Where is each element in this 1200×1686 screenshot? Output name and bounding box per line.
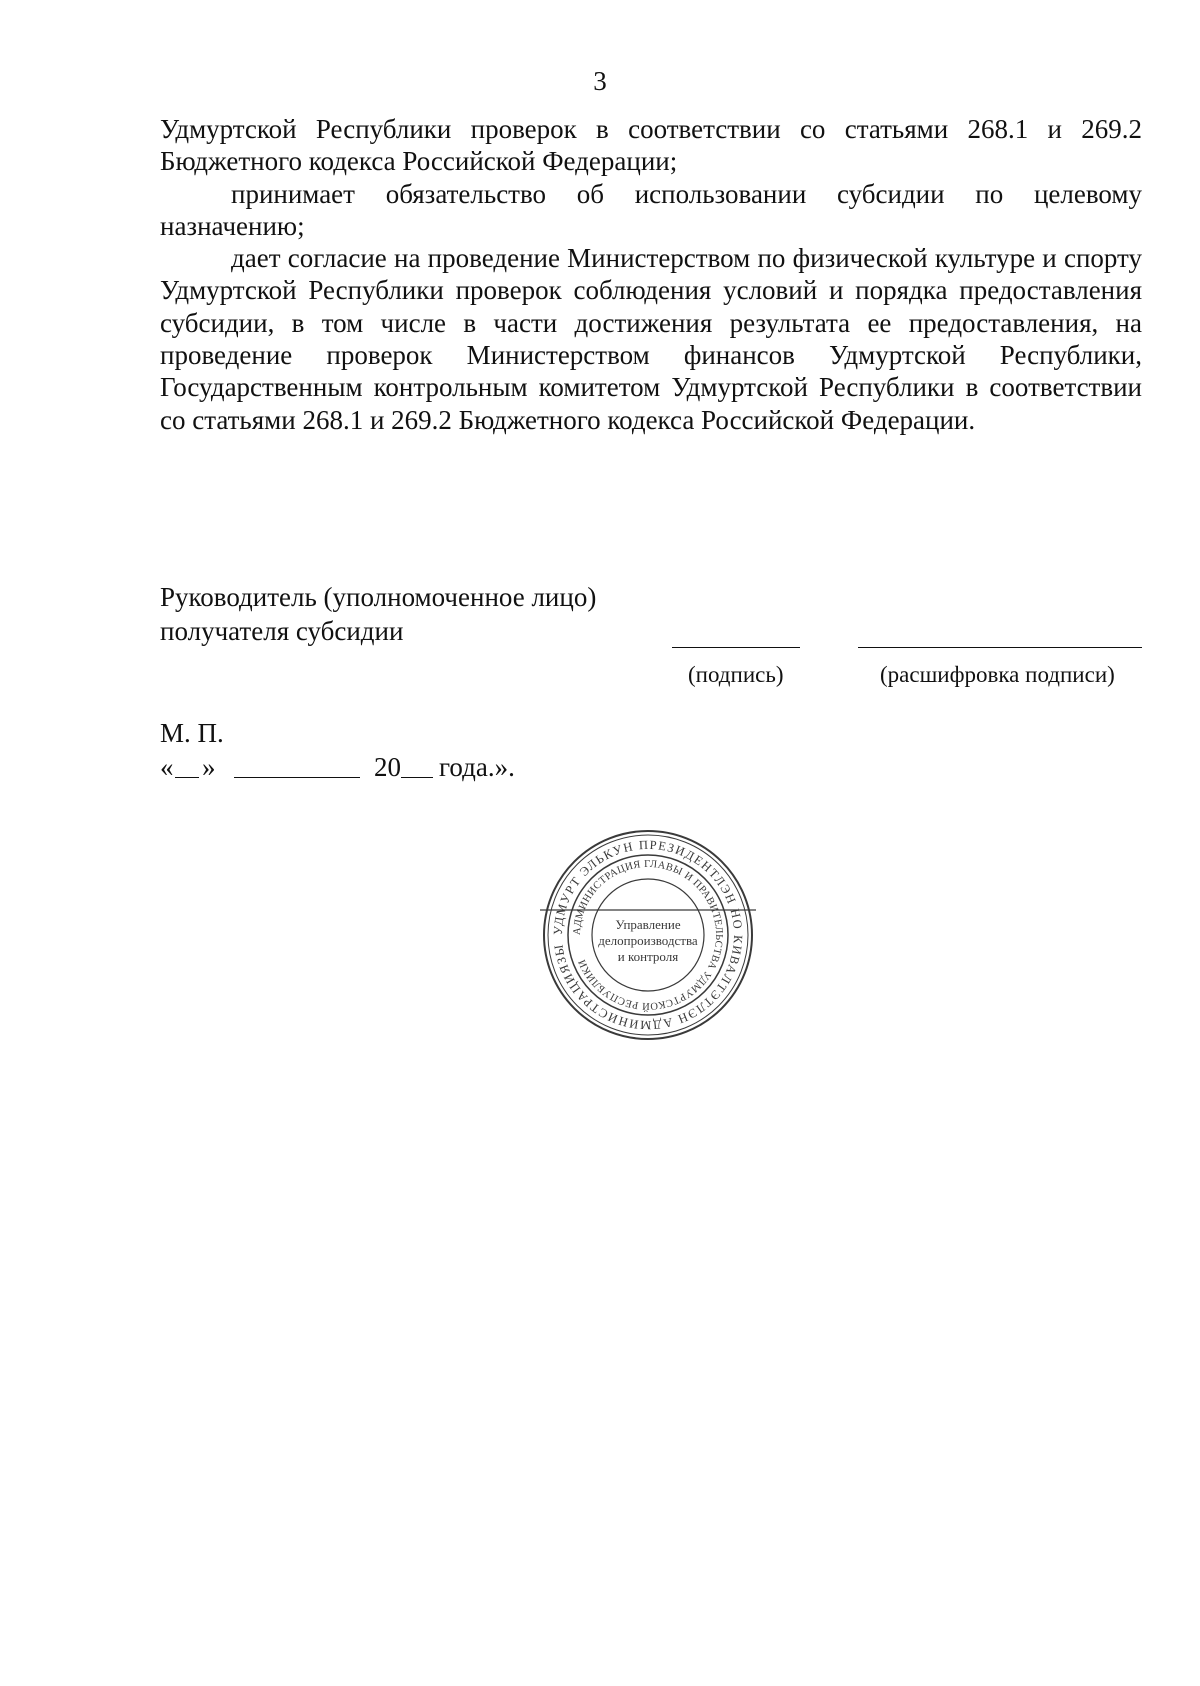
stamp-center-line1: Управление — [615, 917, 681, 932]
date-line — [160, 750, 760, 784]
signature-decode-caption: (расшифровка подписи) — [880, 662, 1115, 687]
paragraph-consent: дает согласие на проведение Министерством по физической культуре и спорту Удмуртской Республики проверок соблюдения условий и порядка предоставления субсидии, в том числе в части достижения результата ее предоставления, на проведение проверок Министерством финансов Удмуртской Республики, Государственным контрольным комитетом Удмуртской Республики в соответствии со статьями 268.1 и 269.2 Бюджетного кодекса Российской Федерации. — [160, 243, 1142, 435]
paragraph-verification: Удмуртской Республики проверок в соответствии со статьями 268.1 и 269.2 Бюджетного кодекса Российской Федерации; — [160, 114, 1142, 177]
date-month-blank — [234, 777, 360, 778]
signature-label-line1: Руководитель (уполномоченное лицо) — [160, 582, 597, 612]
official-stamp — [538, 825, 758, 1045]
date-year-suffix: года.». — [439, 752, 515, 782]
seal-place-label: М. П. — [160, 718, 224, 748]
stamp-center-line3: и контроля — [617, 949, 679, 964]
stamp-outer-text: УДМУРТ ЭЛЬКУН ПРЕЗИДЕНТЛЭН НО КИВАЛТЭТЛЭН АДМИНИСТРАЦИЯЗЫ — [550, 837, 746, 1033]
signature-label — [160, 580, 596, 648]
stamp-inner-text: АДМИНИСТРАЦИЯ ГЛАВЫ И ПРАВИТЕЛЬСТВА УДМУРТСКОЙ РЕСПУБЛИКИ — [571, 858, 725, 1012]
stamp-center-line2: делопроизводства — [598, 933, 698, 948]
body-text — [160, 113, 1142, 436]
seal-place-block — [160, 716, 760, 796]
date-day-blank — [175, 777, 199, 778]
date-year-blank — [401, 777, 433, 778]
date-quote-open: « — [160, 752, 174, 782]
date-quote-close: » — [202, 752, 216, 782]
signature-line — [672, 647, 800, 648]
signature-decode-line — [858, 647, 1142, 648]
signature-block — [160, 580, 1142, 687]
paragraph-obligation: принимает обязательство об использовании субсидии по целевому назначению; — [160, 178, 1142, 241]
signature-label-line2: получателя субсидии — [160, 616, 404, 646]
stamp-graphic — [538, 825, 758, 1045]
date-year-prefix: 20 — [374, 752, 401, 782]
page-number: 3 — [593, 66, 607, 96]
signature-caption: (подпись) — [688, 662, 784, 687]
